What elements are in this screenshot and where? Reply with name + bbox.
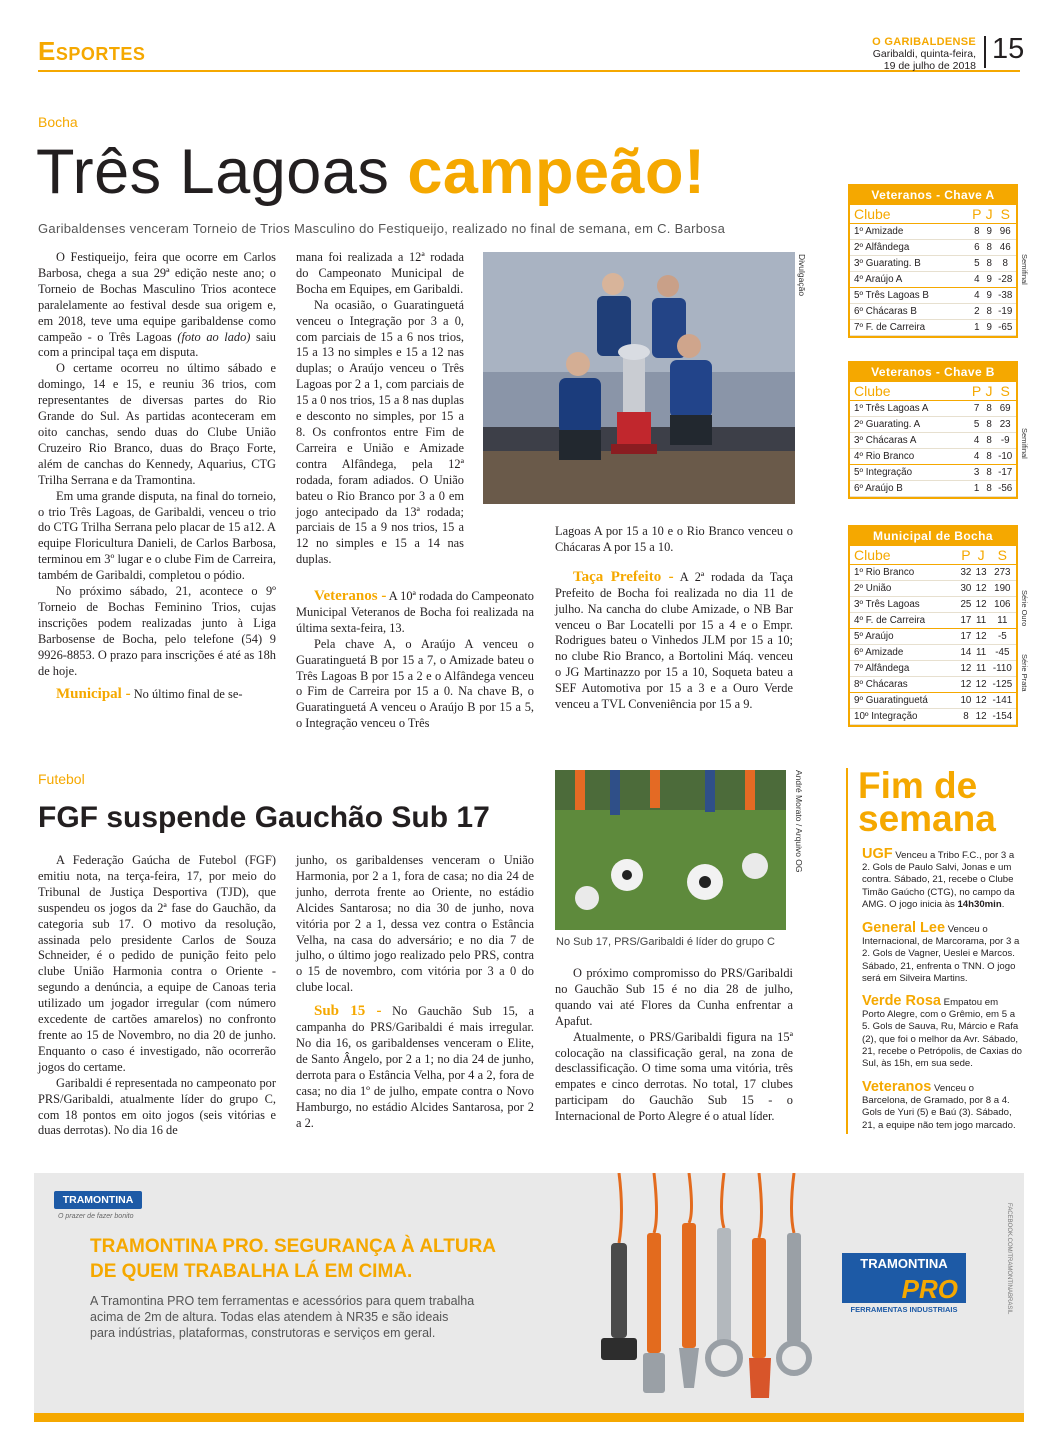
- table-cell: 8: [984, 432, 995, 448]
- fim-item-text: Venceu o Internacional, de Marcorama, por 3 a 2. Gols de Vagner, Ueslei e Marcos. Sábado, 21, enfrenta o TNN. O jogo será em Silveira Martins.: [862, 924, 1020, 984]
- table-cell: 4: [970, 271, 984, 287]
- table-row: [850, 271, 1016, 287]
- table-row: [850, 677, 1016, 693]
- tramontina-pro-logo-sub: FERRAMENTAS INDUSTRIAIS: [850, 1305, 958, 1314]
- table-cell: 12: [974, 677, 989, 693]
- tramontina-pro-logo-pro: PRO: [842, 1275, 966, 1303]
- table-veteranos-b-title: Veteranos - Chave B: [850, 363, 1016, 382]
- table-veteranos-b-grid: [850, 382, 1016, 497]
- col-header-s: S: [994, 205, 1016, 223]
- table-cell: 9: [984, 320, 995, 336]
- table-cell: -110: [989, 661, 1016, 677]
- tramontina-logo-small: TRAMONTINA: [54, 1191, 142, 1209]
- table-cell: 8: [984, 416, 995, 432]
- table-cell: 1: [970, 320, 984, 336]
- ad-body: [90, 1293, 474, 1341]
- table-cell: 11: [974, 612, 989, 628]
- table-cell: 4: [970, 287, 984, 303]
- table-cell: 17: [958, 612, 973, 628]
- table-cell: -38: [994, 287, 1016, 303]
- ad-headline: [90, 1234, 496, 1284]
- fim-item-end: .: [1001, 898, 1005, 910]
- col-header-j: J: [985, 205, 993, 222]
- futebol-column-3: [555, 966, 793, 1125]
- table-cell: 5º Integração: [850, 464, 969, 480]
- table-cell: 5: [970, 255, 984, 271]
- fim-item-ugf: [862, 848, 1022, 911]
- table-cell: 11: [989, 612, 1016, 628]
- veteranos-subhead: Veteranos -: [314, 588, 387, 604]
- col-header-clube: Clube: [850, 205, 970, 223]
- table-cell: 8: [984, 400, 995, 416]
- futebol-headline: FGF suspende Gauchão Sub 17: [38, 801, 490, 834]
- table-cell: 12: [974, 709, 989, 725]
- fim-item-general-lee: [862, 922, 1022, 985]
- ad-headline-line-1: TRAMONTINA PRO. SEGURANÇA À ALTURA: [90, 1236, 497, 1257]
- table-cell: -5: [989, 628, 1016, 644]
- table-veteranos-b: [848, 361, 1018, 499]
- team-photo: [483, 252, 795, 504]
- table-row: [850, 223, 1016, 239]
- ad-bottom-stripe: [34, 1413, 1024, 1422]
- fim-title-line-1: Fim de: [858, 765, 978, 806]
- masthead: [872, 36, 976, 72]
- table-row: [850, 564, 1016, 580]
- ad-side-text: FACEBOOK.COM/TRAMONTINABRASIL: [1006, 1203, 1012, 1315]
- table-cell: 6º Araújo B: [850, 480, 969, 496]
- table-cell: 4º Araújo A: [850, 271, 970, 287]
- table-row: [850, 644, 1016, 660]
- table-row: [850, 320, 1016, 336]
- table-row: [850, 480, 1016, 496]
- table-row: [850, 303, 1016, 319]
- veteranos-text: A 10ª rodada do Campeonato Municipal Veteranos de Bocha foi realizada na última sexta-feira, 13.: [296, 589, 534, 635]
- table-cell: 3º Chácaras A: [850, 432, 969, 448]
- date-line-2: 19 de julho de 2018: [883, 60, 976, 72]
- fim-item-key: Veteranos: [862, 1079, 932, 1095]
- ad-headline-line-2: DE QUEM TRABALHA LÁ EM CIMA.: [90, 1261, 413, 1282]
- col-header-p: P: [969, 382, 983, 400]
- fim-item-key: UGF: [862, 846, 893, 862]
- side-label-serie-ouro: Série Ouro: [1020, 590, 1029, 627]
- table-row: [850, 661, 1016, 677]
- bocha-c3-p1: Lagoas A por 15 a 10 e o Rio Branco venceu o Chácaras A por 15 a 10.: [555, 524, 793, 554]
- col-header-p: P: [970, 205, 984, 223]
- tramontina-ad[interactable]: [34, 1173, 1024, 1413]
- table-cell: 9: [984, 223, 995, 239]
- table-cell: 17: [958, 628, 973, 644]
- table-cell: -19: [994, 303, 1016, 319]
- table-row: [850, 580, 1016, 596]
- football-photo: [555, 770, 786, 930]
- table-row: [850, 448, 1016, 464]
- table-cell: 5º Três Lagoas B: [850, 287, 970, 303]
- col-header-s: S: [994, 382, 1016, 400]
- table-cell: 1º Amizade: [850, 223, 970, 239]
- football-photo-caption: No Sub 17, PRS/Garibaldi é líder do grupo C: [556, 936, 775, 948]
- page-number-divider: [984, 36, 986, 68]
- table-cell: 8º Chácaras: [850, 677, 958, 693]
- bocha-c1-italic: (foto ao lado): [177, 329, 251, 344]
- col-header-j: J: [985, 382, 993, 399]
- table-cell: 11: [974, 661, 989, 677]
- table-cell: 6: [970, 239, 984, 255]
- fim-de-semana-title: [858, 765, 996, 839]
- fim-item-text: Empatou em Porto Alegre, com o Grêmio, em 5 a 5. Gols de Sauva, Ru, Márcio e Rafa (2), que foi o melhor da Avr. Sábado, 21, recebe o Petrópolis, de Caxias do Sul, às 15h, em sua sede.: [862, 997, 1022, 1070]
- table-cell: 3º Guarating. B: [850, 255, 970, 271]
- table-cell: 7: [969, 400, 983, 416]
- ad-body-line-1: A Tramontina PRO tem ferramentas e acessórios para quem trabalha: [90, 1294, 475, 1308]
- col-header-j: J: [974, 546, 989, 564]
- ad-tagline: O prazer de fazer bonito: [58, 1213, 134, 1220]
- table-cell: 3: [969, 464, 983, 480]
- fim-item-text: Venceu o Barcelona, de Gramado, por 8 a 4. Gols de Yuri (5) e Baú (3). Sábado, 21, a equipe não tem jogo marcado.: [862, 1083, 1016, 1131]
- tools-illustration: [599, 1173, 829, 1413]
- table-cell: 8: [970, 223, 984, 239]
- bocha-c2-p3: Pela chave A, o Araújo A venceu o Guaratinguetá B por 15 a 7, o Amizade bateu o Três Lagoas B por 15 a 2 e o Alfândega venceu o Fim de Carreira por 15 a 0. Na chave B, o Guaratinguetá A venceu o Araújo B por 15 a 5, o Integração venceu o Três: [296, 636, 534, 731]
- team-photo-illustration: [483, 252, 795, 504]
- table-cell: 30: [958, 580, 973, 596]
- table-cell: 8: [984, 303, 995, 319]
- bocha-photo-credit: Divulgação: [797, 254, 807, 297]
- table-row: [850, 596, 1016, 612]
- table-cell: 23: [994, 416, 1016, 432]
- table-cell: 8: [984, 239, 995, 255]
- futebol-c1-p2: Garibaldi é representada no campeonato por PRS/Garibaldi, atualmente líder do grupo C, com 18 pontos em oito jogos (seis vitórias e duas derrotas). No dia 16 de: [38, 1075, 276, 1138]
- table-cell: 12: [974, 580, 989, 596]
- table-row: [850, 464, 1016, 480]
- table-cell: 8: [994, 255, 1016, 271]
- table-cell: 69: [994, 400, 1016, 416]
- table-cell: 6º Amizade: [850, 644, 958, 660]
- table-row: [850, 416, 1016, 432]
- futebol-column-1: [38, 853, 276, 1139]
- table-cell: 11: [974, 644, 989, 660]
- bocha-column-1: [38, 250, 276, 703]
- table-cell: 9: [984, 271, 995, 287]
- table-cell: 12: [974, 596, 989, 612]
- table-row: [850, 432, 1016, 448]
- table-cell: 4º Rio Branco: [850, 448, 969, 464]
- date-line-1: Garibaldi, quinta-feira,: [872, 48, 976, 60]
- ad-body-line-3: para indústrias, plataformas, construtoras e serviços em geral.: [90, 1326, 436, 1340]
- municipal-text: No último final de se-: [133, 687, 243, 702]
- futebol-c3-p2: Atualmente, o PRS/Garibaldi figura na 15ª colocação na classificação geral, na zona de desclassificação. O time soma uma vitória, três empates e cinco derrotas. No total, 17 clubes participam do Gauchão Sub 15 - o Internacional de Porto Alegre é o atual líder.: [555, 1029, 793, 1124]
- table-cell: 106: [989, 596, 1016, 612]
- table-cell: 8: [984, 464, 995, 480]
- table-cell: -56: [994, 480, 1016, 496]
- table-cell: 4: [969, 432, 983, 448]
- table-cell: 2º Guarating. A: [850, 416, 969, 432]
- bocha-c2-p1: mana foi realizada a 12ª rodada do Campeonato Municipal de Bocha em Equipes, em Garibaldi.: [296, 250, 464, 296]
- bocha-deck: Garibaldenses venceram Torneio de Trios Masculino do Festiqueijo, realizado no final de semana, em C. Barbosa: [38, 221, 726, 236]
- table-cell: -9: [994, 432, 1016, 448]
- bocha-headline: [36, 135, 706, 209]
- table-cell: -17: [994, 464, 1016, 480]
- table-row: [850, 628, 1016, 644]
- table-cell: 8: [984, 255, 995, 271]
- fim-title-line-2: semana: [858, 798, 996, 839]
- football-photo-credit: André Morato / Arquivo OG: [794, 770, 804, 873]
- sub15-text: No Gauchão Sub 15, a campanha do PRS/Garibaldi é mais irregular. No dia 16, os garibaldenses venceram o Elite, de Santo Ângelo, por 2 a 1; no dia 24 de junho, derrota para o Estância Velha, por 4 a 2, fora de casa; no dia 1º de julho, empate contra o Novo Hamburgo, no estádio Alcides Santarosa, por 2 a 2.: [296, 1004, 534, 1130]
- futebol-kicker: Futebol: [38, 771, 85, 787]
- ad-body-line-2: acima de 2m de altura. Todas elas atendem à NR35 e são ideais: [90, 1310, 449, 1324]
- col-header-clube: Clube: [850, 546, 958, 564]
- table-cell: 2º Alfândega: [850, 239, 970, 255]
- page-number: 15: [992, 33, 1025, 65]
- table-cell: 1º Três Lagoas A: [850, 400, 969, 416]
- headline-part-1: Três Lagoas: [36, 137, 390, 207]
- table-cell: 13: [974, 564, 989, 580]
- table-cell: 3º Três Lagoas: [850, 596, 958, 612]
- table-cell: 12: [974, 628, 989, 644]
- fim-de-semana-rule: [846, 768, 848, 1134]
- table-cell: 273: [989, 564, 1016, 580]
- futebol-c2-p1: junho, os garibaldenses venceram o União Harmonia, por 2 a 1, fora de casa; no dia 24 de junho, derrota frente ao Oriente, no estádio Alcides Santarosa; no dia 30 de junho, nova vitória por 2 a 1, dessa vez contra o Estância Velha, na casa do adversário; e no dia 7 de julho, o último jogo realizado pelo PRS, contra o 15 de novembro, com vitória por 3 a 0 do clube local.: [296, 853, 534, 995]
- fim-item-verde-rosa: [862, 995, 1022, 1070]
- table-cell: 9: [984, 287, 995, 303]
- table-cell: 7º Alfândega: [850, 661, 958, 677]
- futebol-c1-p1: A Federação Gaúcha de Futebol (FGF) emitiu nota, na terça-feira, 17, por meio do Tribunal de Justiça Desportiva (TJD), que suspendeu os jogos da 2ª fase do Gauchão, da categoria sub 17. O motivo da resolução, assinada pelo presidente Carlos de Souza Schneider, é o pedido de punição feito pelo clube União Harmonia contra o Oriente - segundo a denúncia, a equipe de Canoas teria utilizado um jogador irregular (com número excedente de cartões amarelos) no confronto frente ao 15 de Novembro, no dia 20 de junho. Enquanto o caso é investigado, não ocorrerão jogos do certame.: [38, 853, 276, 1074]
- table-cell: -65: [994, 320, 1016, 336]
- bocha-kicker: Bocha: [38, 114, 78, 130]
- fim-item-key: General Lee: [862, 920, 946, 936]
- table-cell: 5º Araújo: [850, 628, 958, 644]
- table-veteranos-a: [848, 184, 1018, 338]
- table-cell: -28: [994, 271, 1016, 287]
- table-cell: 6º Chácaras B: [850, 303, 970, 319]
- table-municipal-grid: [850, 546, 1016, 725]
- table-cell: 10º Integração: [850, 709, 958, 725]
- section-title: Esportes: [38, 36, 146, 66]
- table-row: [850, 709, 1016, 725]
- table-cell: -10: [994, 448, 1016, 464]
- table-cell: 2: [970, 303, 984, 319]
- futebol-column-2: [296, 853, 534, 1131]
- taca-text: A 2ª rodada da Taça Prefeito de Bocha foi realizada no dia 11 de julho. Na cancha do clube Amizade, o NB Bar venceu o Bar Locatelli por 15 a 4 e o Empr. Rodrigues bateu o Vinhedos JLM por 15 a 10; no clube Rio Branco, a Bortolini Máq. venceu o JG Martinazzo por 15 a 10, Soqueta bateu a SEF Automotiva por 15 a 3 e a Ouro Verde venceu a TVL Conveniência por 15 a 9.: [555, 569, 793, 712]
- fim-item-bold: 14h30min: [957, 898, 1002, 910]
- table-cell: 25: [958, 596, 973, 612]
- table-cell: 96: [994, 223, 1016, 239]
- side-label-semifinal-a: Semifinal: [1020, 254, 1029, 285]
- table-cell: -45: [989, 644, 1016, 660]
- bocha-column-3: [555, 524, 793, 713]
- fim-item-text: Venceu a Tribo F.C., por 3 a 2. Gols de Paulo Salvi, Jonas e um contra. Sábado, 21, recebe o Clube Timão Gaúcho (CTG), no campo da AMG. O jogo inicia às: [862, 850, 1015, 910]
- futebol-c3-p1: O próximo compromisso do PRS/Garibaldi no Gauchão Sub 15 é no dia 28 de julho, quando vai até Flores da Cunha enfrentar a Apafut.: [555, 966, 793, 1028]
- table-row: [850, 400, 1016, 416]
- bocha-column-2-bottom: [296, 589, 534, 732]
- table-row: [850, 693, 1016, 709]
- bocha-c1-p1-end: saiu com a principal taça em disputa.: [38, 329, 276, 360]
- bocha-c1-p3: Em uma grande disputa, na final do torneio, o trio Três Lagoas, de Garibaldi, venceu o trio do CTG Trilha Serrana pelo placar de 15 a12. A equipe Floricultura Danieli, de Carlos Barbosa, terminou em 3º lugar e o clube Fim de Carreira, também de Garibaldi, completou o pódio.: [38, 488, 276, 583]
- bocha-column-2-top: [296, 250, 464, 568]
- fim-item-key: Verde Rosa: [862, 993, 941, 1009]
- table-cell: -141: [989, 693, 1016, 709]
- sub15-subhead: Sub 15 -: [314, 1003, 382, 1020]
- bocha-c1-p2: O certame ocorreu no último sábado e domingo, 14 e 15, e reuniu 36 trios, com representantes de diversas partes do Rio Grande do Sul. As partidas aconteceram em oito canchas, sendo duas do Clube União Cruzeiro Rio Branco, duas do Braço Forte, além de canchas do Kennedy, Aquarius, CTG Trilha Serrana e da Tramontina.: [38, 361, 276, 487]
- table-veteranos-a-grid: [850, 205, 1016, 336]
- table-row: [850, 255, 1016, 271]
- table-cell: 8: [958, 709, 973, 725]
- table-cell: -125: [989, 677, 1016, 693]
- table-cell: 46: [994, 239, 1016, 255]
- table-cell: 190: [989, 580, 1016, 596]
- headline-part-2: campeão!: [407, 137, 706, 207]
- col-header-p: P: [958, 546, 973, 564]
- col-header-clube: Clube: [850, 382, 969, 400]
- bocha-c2-p2: Na ocasião, o Guaratinguetá venceu o Integração por 3 a 0, com parciais de 15 a 6 nos trios, 15 a 13 no simples e 15 a 12 nas duplas; o Araújo venceu o Três Lagoas por 2 a 1, com parciais de 15 a 0 nos trios, 15 a 8 nas duplas e desconto no simples, por 15 a 8. Os confrontos entre Fim de Carreira e União e Amizade contra Alfândega, pela 12ª rodada, foram adiados. O União bateu o Rio Branco por 3 a 0 em jogo antecipado da 13ª rodada; parciais de 15 a 9 nos trios, 15 a 12 no simples e 15 a 14 nas duplas.: [296, 297, 464, 567]
- table-cell: 12: [958, 661, 973, 677]
- table-row: [850, 239, 1016, 255]
- table-cell: 2º União: [850, 580, 958, 596]
- table-cell: 5: [969, 416, 983, 432]
- table-cell: -154: [989, 709, 1016, 725]
- table-cell: 1º Rio Branco: [850, 564, 958, 580]
- table-municipal-title: Municipal de Bocha: [850, 527, 1016, 546]
- table-cell: 8: [984, 448, 995, 464]
- table-cell: 10: [958, 693, 973, 709]
- bocha-c1-p4: No próximo sábado, 21, acontece o 9º Torneio de Bochas Feminino Trios, cujas inscrições podem realizadas junto à Liga Barbosense de Bocha, pelo telefone (54) 9 9926-8853. O prazo para inscrições é até as 18h de hoje.: [38, 584, 276, 678]
- taca-subhead: Taça Prefeito -: [573, 568, 674, 585]
- paper-name: O GARIBALDENSE: [872, 36, 976, 48]
- table-cell: 7º F. de Carreira: [850, 320, 970, 336]
- municipal-subhead: Municipal -: [56, 686, 131, 703]
- table-cell: 14: [958, 644, 973, 660]
- table-cell: 12: [974, 693, 989, 709]
- bocha-c1-p1: O Festiqueijo, feira que ocorre em Carlos Barbosa, chega a sua 29ª edição neste ano; o Torneio de Bochas Masculino Trios acontece paralelamente ao festival desde sua origem e, em 2018, teve uma equipe garibaldense como campeão - o Três Lagoas: [38, 250, 276, 344]
- col-header-s: S: [989, 546, 1016, 564]
- football-photo-illustration: [555, 770, 786, 930]
- side-label-semifinal-b: Semifinal: [1020, 428, 1029, 459]
- table-cell: 8: [984, 480, 995, 496]
- table-cell: 4: [969, 448, 983, 464]
- table-veteranos-a-title: Veteranos - Chave A: [850, 186, 1016, 205]
- tramontina-pro-logo-word: TRAMONTINA: [842, 1253, 966, 1275]
- table-cell: 12: [958, 677, 973, 693]
- table-municipal: [848, 525, 1018, 727]
- side-label-serie-prata: Série Prata: [1020, 654, 1029, 692]
- table-cell: 4º F. de Carreira: [850, 612, 958, 628]
- table-cell: 1: [969, 480, 983, 496]
- table-row: [850, 612, 1016, 628]
- table-cell: 9º Guaratinguetá: [850, 693, 958, 709]
- fim-item-veteranos: [862, 1081, 1022, 1132]
- table-row: [850, 287, 1016, 303]
- table-cell: 32: [958, 564, 973, 580]
